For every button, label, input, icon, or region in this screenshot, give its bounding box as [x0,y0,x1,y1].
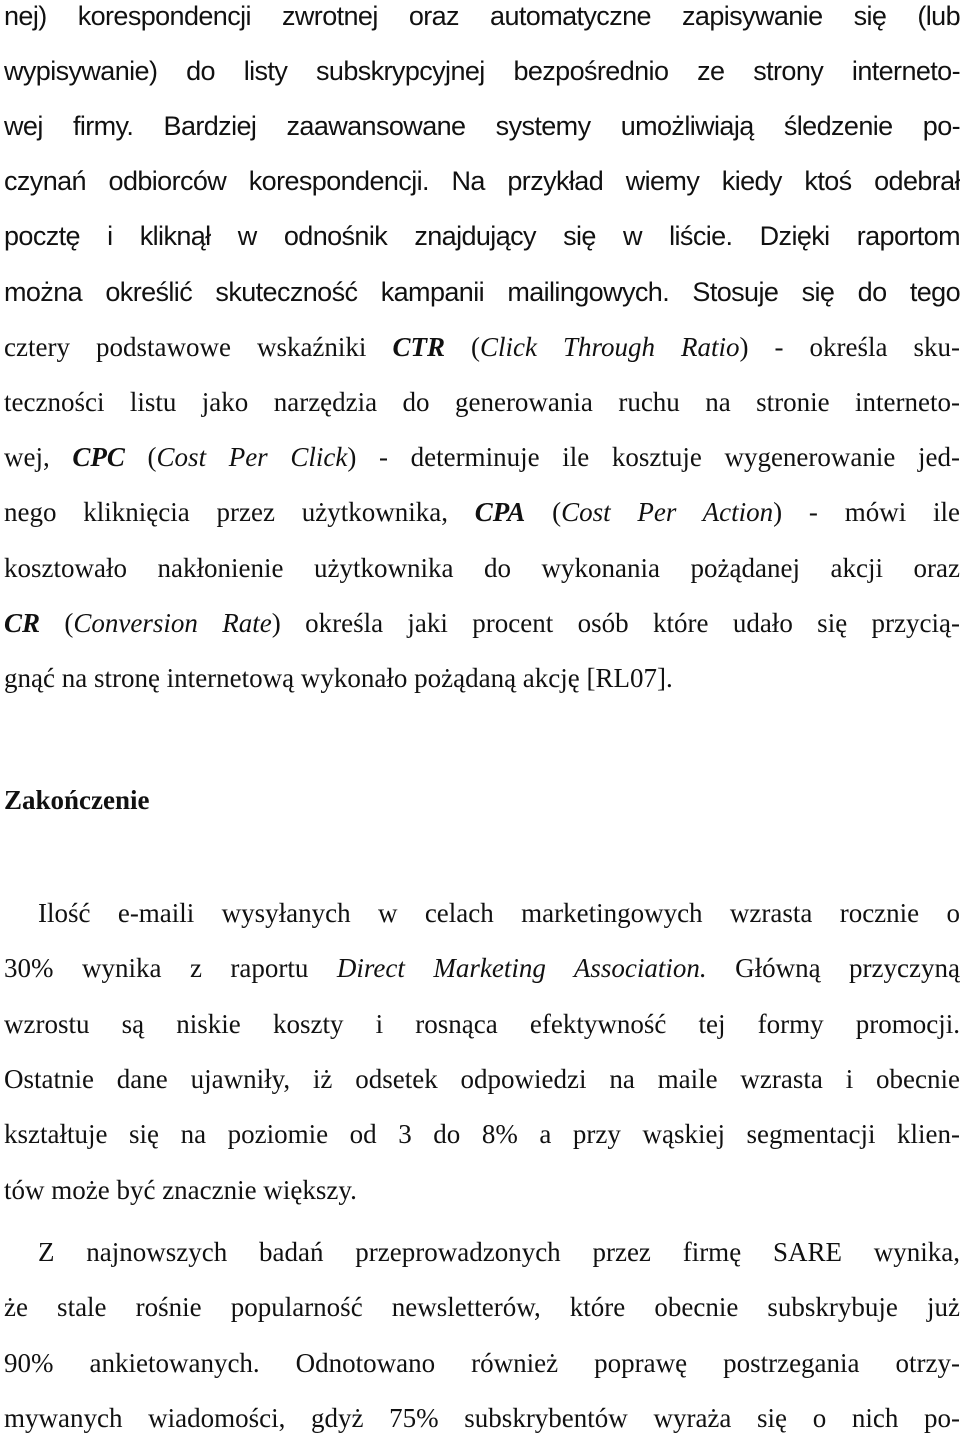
text-run: ) - określa sku- [739,332,960,362]
acronym-cpa: CPA [474,497,526,527]
text-line: wypisywanie) do listy subskrypcyjnej bezpośrednio ze strony interneto- [4,56,960,86]
term-italic: Cost Per Click [156,442,348,472]
text-line: gnąć na stronę internetową wykonało pożądaną akcję [RL07]. [4,663,673,693]
text-line: pocztę i kliknął w odnośnik znajdujący się w liście. Dzięki raportom [4,221,960,251]
text-line: wzrostu są niskie koszty i rosnąca efektywność tej formy promocji. [4,1009,960,1039]
text-run: ) określa jaki procent osób które udało się przycią- [271,608,960,638]
term-italic: Direct Marketing Association. [336,953,707,983]
section-heading: Zakończenie [4,785,150,815]
text-run: Główną przyczyną [706,953,960,983]
text-run: ( [124,442,157,472]
text-line: teczności listu jako narzędzia do generowania ruchu na stronie interneto- [4,387,960,417]
text-run: ( [444,332,480,362]
acronym-cr: CR [4,608,41,638]
text-line [4,492,960,532]
acronym-ctr: CTR [392,332,445,362]
text-line: można określić skuteczność kampanii mailingowych. Stosuje się do tego [4,277,960,307]
text-line [4,437,960,477]
acronym-cpc: CPC [72,442,125,472]
text-line: nej) korespondencji zwrotnej oraz automatyczne zapisywanie się (lub [4,1,960,31]
term-italic: Cost Per Action [561,497,774,527]
text-run: 30% wynika z raportu [4,953,337,983]
text-line: kosztowało nakłonienie użytkownika do wykonania pożądanej akcji oraz [4,553,960,583]
text-run: nego kliknięcia przez użytkownika, [4,497,475,527]
term-italic: Click Through Ratio [479,332,740,362]
text-line: że stale rośnie popularność newsletterów, które obecnie subskrybuje już [4,1292,960,1322]
text-line: tów może być znacznie większy. [4,1175,357,1205]
term-italic: Conversion Rate [73,608,272,638]
text-run: ( [525,497,562,527]
text-run: ( [40,608,74,638]
text-line: czynań odbiorców korespondencji. Na przykład wiemy kiedy ktoś odebrał [4,166,960,196]
text-run: ) - mówi ile [773,497,960,527]
text-line: 90% ankietowanych. Odnotowano również poprawę postrzegania otrzy- [4,1348,960,1378]
text-line: mywanych wiadomości, gdyż 75% subskrybentów wyraża się o nich po- [4,1403,960,1433]
text-run: cztery podstawowe wskaźniki [4,332,393,362]
text-line: Z najnowszych badań przeprowadzonych przez firmę SARE wynika, [38,1237,960,1267]
text-line [4,948,960,988]
text-run: ) - determinuje ile kosztuje wygenerowanie jed- [347,442,960,472]
text-line: kształtuje się na poziomie od 3 do 8% a przy wąskiej segmentacji klien- [4,1119,960,1149]
text-line: Ostatnie dane ujawniły, iż odsetek odpowiedzi na maile wzrasta i obecnie [4,1064,960,1094]
text-line: wej firmy. Bardziej zaawansowane systemy umożliwiają śledzenie po- [4,111,960,141]
text-line [4,327,960,367]
text-run: wej, [4,442,73,472]
text-line [4,603,960,643]
text-line: Ilość e-maili wysyłanych w celach marketingowych wzrasta rocznie o [38,898,960,928]
